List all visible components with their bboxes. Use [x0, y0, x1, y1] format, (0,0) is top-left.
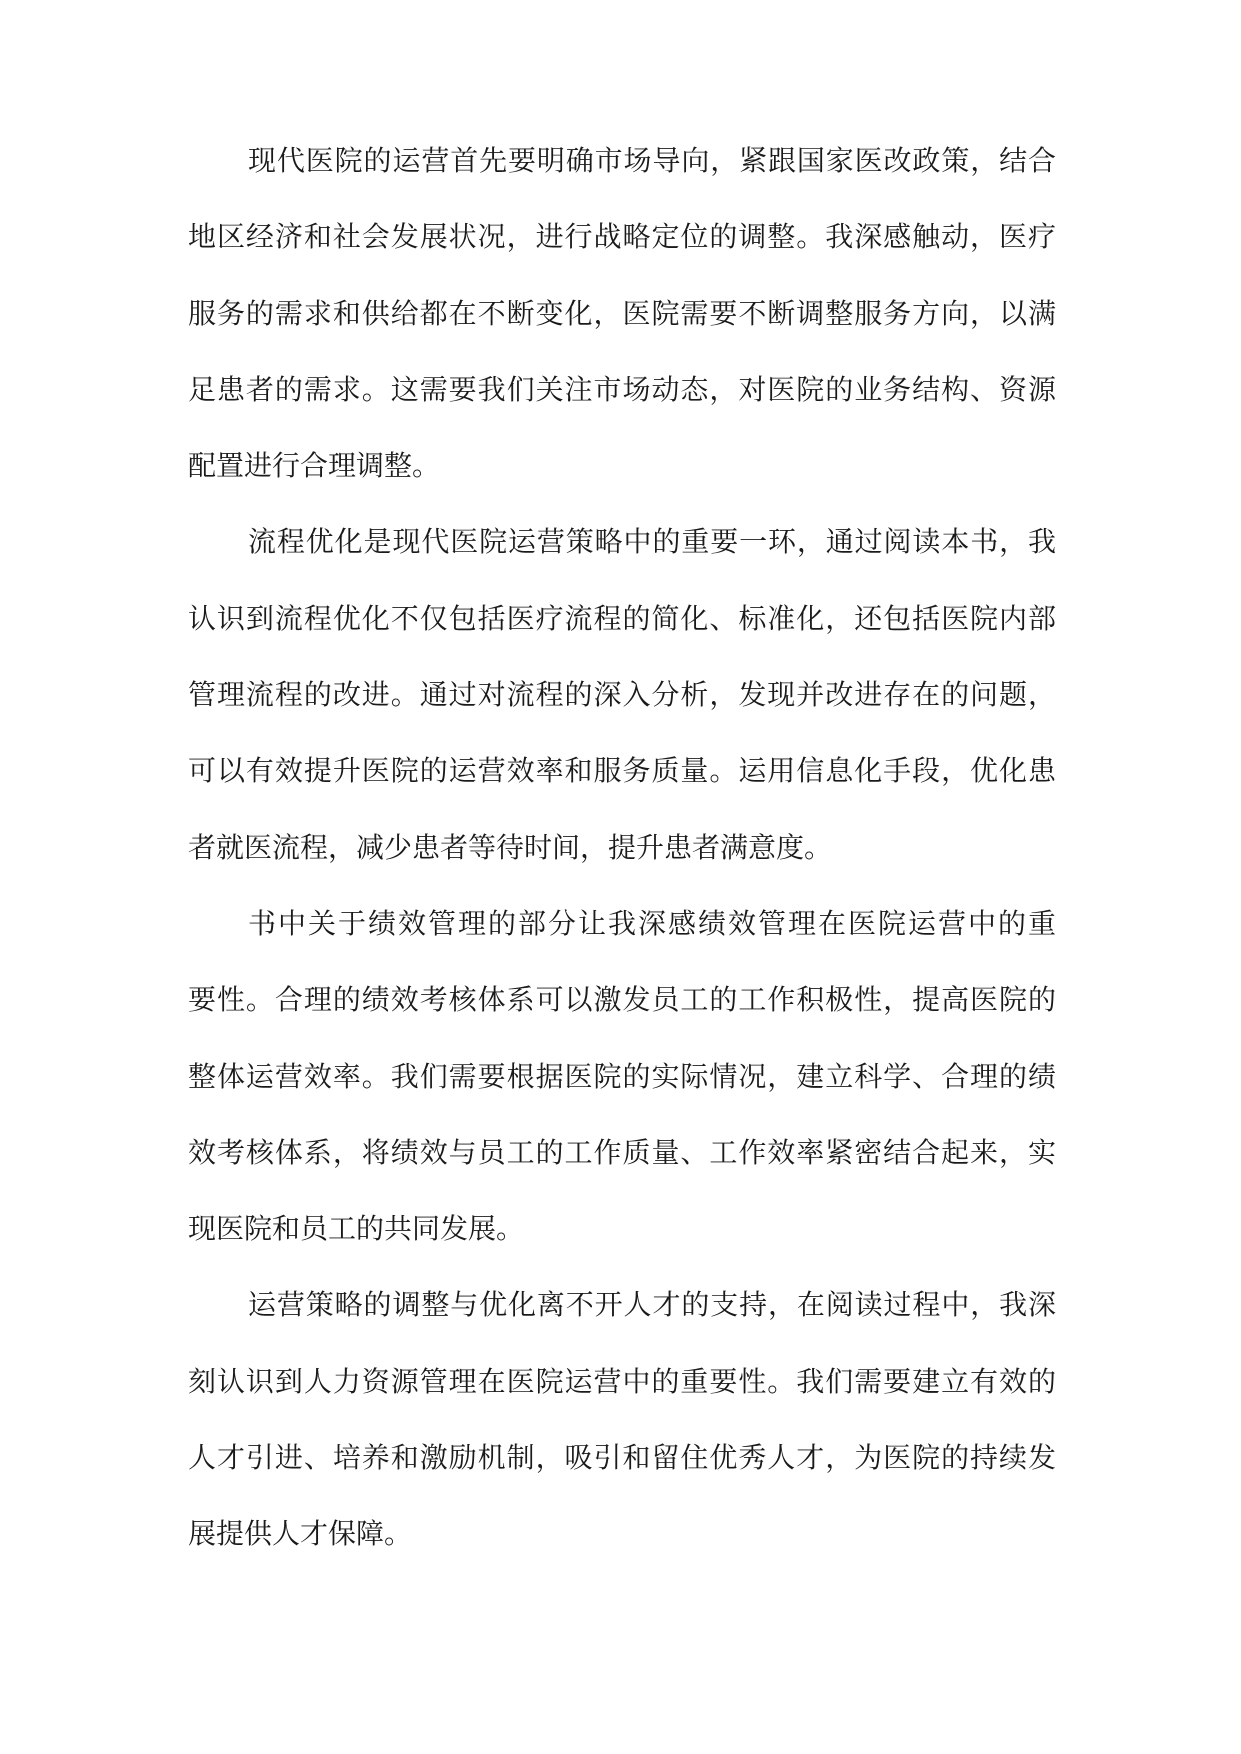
text-line: 管理流程的改进。通过对流程的深入分析，发现并改进存在的问题，: [188, 678, 1056, 712]
paragraph-process-optimization: [188, 525, 1056, 909]
text-line: 服务的需求和供给都在不断变化，医院需要不断调整服务方向，以满: [188, 296, 1056, 330]
text-line: 认识到流程优化不仅包括医疗流程的简化、标准化，还包括医院内部: [188, 601, 1056, 635]
body-text: [188, 144, 1056, 1597]
text-line: 效考核体系，将绩效与员工的工作质量、工作效率紧密结合起来，实: [188, 1135, 1056, 1169]
text-line: 运营策略的调整与优化离不开人才的支持，在阅读过程中，我深: [248, 1288, 1056, 1322]
text-line: 现医院和员工的共同发展。: [188, 1212, 525, 1246]
text-line: 人才引进、培养和激励机制，吸引和留住优秀人才，为医院的持续发: [188, 1441, 1056, 1475]
text-line: 配置进行合理调整。: [188, 449, 441, 483]
text-line: 整体运营效率。我们需要根据医院的实际情况，建立科学、合理的绩: [188, 1059, 1056, 1093]
paragraph-market-orientation: [188, 144, 1056, 528]
text-line: 现代医院的运营首先要明确市场导向，紧跟国家医改政策，结合: [248, 144, 1056, 177]
text-line: 流程优化是现代医院运营策略中的重要一环，通过阅读本书，我: [248, 525, 1056, 559]
text-line: 可以有效提升医院的运营效率和服务质量。运用信息化手段，优化患: [188, 754, 1056, 788]
text-line: 书中关于绩效管理的部分让我深感绩效管理在医院运营中的重: [248, 906, 1056, 940]
text-line: 足患者的需求。这需要我们关注市场动态，对医院的业务结构、资源: [188, 372, 1056, 406]
text-line: 地区经济和社会发展状况，进行战略定位的调整。我深感触动，医疗: [188, 220, 1056, 254]
text-line: 要性。合理的绩效考核体系可以激发员工的工作积极性，提高医院的: [188, 983, 1056, 1017]
paragraph-human-resources: [188, 1288, 1056, 1596]
text-line: 展提供人才保障。: [188, 1517, 413, 1551]
paragraph-performance-management: [188, 906, 1056, 1291]
text-line: 者就医流程，减少患者等待时间，提升患者满意度。: [188, 830, 833, 864]
text-line: 刻认识到人力资源管理在医院运营中的重要性。我们需要建立有效的: [188, 1364, 1056, 1398]
